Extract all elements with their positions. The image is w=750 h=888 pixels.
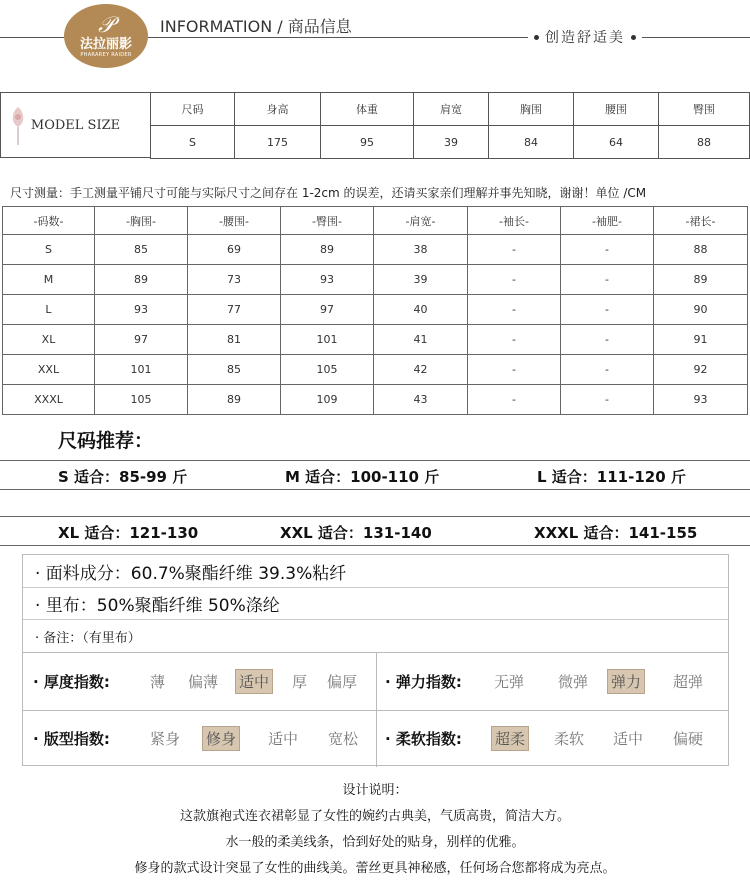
size-header-cell: -腰围- <box>188 207 281 235</box>
fabric-material: · 面料成分：60.7%聚酯纤维 39.3%粘纤 <box>23 555 728 588</box>
size-cell: 81 <box>188 325 281 355</box>
design-line: 这款旗袍式连衣裙彰显了女性的婉约古典美，气质高贵，简洁大方。 <box>179 809 570 824</box>
size-cell: M <box>3 265 95 295</box>
bullet-dot-icon <box>631 35 636 40</box>
thickness-option: 厚 <box>292 673 308 691</box>
model-size-text: MODEL SIZE <box>30 117 121 133</box>
size-cell: 73 <box>188 265 281 295</box>
size-cell: 97 <box>281 295 374 325</box>
thickness-option-selected: 适中 <box>235 669 273 694</box>
design-description <box>0 778 750 882</box>
size-cell: XXL <box>3 355 95 385</box>
design-title: 设计说明： <box>342 783 408 798</box>
fit-option: 适中 <box>268 730 299 748</box>
model-header-cell: 尺码 <box>151 93 235 126</box>
size-cell: 77 <box>188 295 281 325</box>
model-header-cell: 肩宽 <box>414 93 489 126</box>
softness-option-selected: 超柔 <box>491 726 529 751</box>
recommend-item: M 适合：100-110 斤 <box>285 468 440 486</box>
size-cell: 85 <box>188 355 281 385</box>
size-row <box>3 325 748 355</box>
thickness-option: 薄 <box>150 673 166 691</box>
model-header-cell: 体重 <box>321 93 414 126</box>
size-cell: 85 <box>95 235 188 265</box>
size-cell: XXXL <box>3 385 95 415</box>
section-title: INFORMATION / 商品信息 <box>160 17 352 36</box>
size-cell: 105 <box>95 385 188 415</box>
fit-option-selected: 修身 <box>202 726 240 751</box>
logo-brand-en: PHARAREY RAIDER <box>80 51 132 58</box>
recommend-row-2 <box>0 516 750 546</box>
recommend-item: XL 适合：121-130 <box>58 524 199 542</box>
size-header-cell: -臀围- <box>281 207 374 235</box>
model-value-cell: 95 <box>321 126 414 159</box>
thickness-option: 偏厚 <box>327 673 358 691</box>
size-cell: - <box>561 325 654 355</box>
size-header-cell: -码数- <box>3 207 95 235</box>
softness-option: 适中 <box>613 730 644 748</box>
design-line: 水一般的柔美线条，恰到好处的贴身，别样的优雅。 <box>225 835 525 850</box>
size-cell: - <box>468 385 561 415</box>
thickness-index-label: · 厚度指数: <box>33 673 110 691</box>
size-cell: - <box>468 265 561 295</box>
model-size-label <box>0 92 150 158</box>
size-header-cell: -胸围- <box>95 207 188 235</box>
size-cell: - <box>468 355 561 385</box>
size-header-cell: -袖肥- <box>561 207 654 235</box>
size-cell: - <box>468 295 561 325</box>
size-cell: 101 <box>281 325 374 355</box>
size-cell: 88 <box>654 235 748 265</box>
size-cell: 109 <box>281 385 374 415</box>
header-rule-left <box>0 37 70 38</box>
recommend-item: S 适合：85-99 斤 <box>58 468 188 486</box>
size-cell: 69 <box>188 235 281 265</box>
size-cell: - <box>468 235 561 265</box>
size-header-cell: -袖长- <box>468 207 561 235</box>
recommend-row-1 <box>0 460 750 490</box>
header-rule-right <box>148 37 528 38</box>
model-value-cell: 175 <box>235 126 321 159</box>
recommend-item: L 适合：111-120 斤 <box>537 468 686 486</box>
fit-index-label: · 版型指数: <box>33 730 110 748</box>
fabric-lining: · 里布：50%聚酯纤维 50%涤纶 <box>23 588 728 620</box>
thickness-option: 偏薄 <box>188 673 219 691</box>
size-cell: 40 <box>374 295 468 325</box>
model-header-cell: 臀围 <box>659 93 750 126</box>
model-size-table <box>150 92 750 159</box>
size-cell: 91 <box>654 325 748 355</box>
fit-index <box>33 710 373 767</box>
size-cell: 92 <box>654 355 748 385</box>
size-cell: 42 <box>374 355 468 385</box>
size-cell: 89 <box>95 265 188 295</box>
size-cell: 43 <box>374 385 468 415</box>
logo-brand-cn: 法拉丽影 <box>79 36 132 52</box>
softness-option: 偏硬 <box>673 730 704 748</box>
flower-icon <box>7 103 29 147</box>
size-cell: - <box>561 355 654 385</box>
model-header-cell: 胸围 <box>489 93 574 126</box>
size-row <box>3 265 748 295</box>
size-row <box>3 385 748 415</box>
bullet-dot-icon <box>534 35 539 40</box>
model-header-row <box>151 93 750 126</box>
size-cell: - <box>468 325 561 355</box>
size-cell: - <box>561 265 654 295</box>
size-cell: 93 <box>95 295 188 325</box>
softness-option: 柔软 <box>554 730 585 748</box>
model-header-cell: 腰围 <box>574 93 659 126</box>
slogan-rule <box>642 37 750 38</box>
logo-monogram: 𝒫 <box>98 12 114 38</box>
thickness-index <box>33 653 373 710</box>
size-cell: - <box>561 235 654 265</box>
fabric-remark: · 备注：（有里布） <box>35 630 141 646</box>
size-cell: S <box>3 235 95 265</box>
softness-index-label: · 柔软指数: <box>385 730 462 748</box>
size-cell: 41 <box>374 325 468 355</box>
size-chart-table <box>2 206 748 415</box>
size-cell: XL <box>3 325 95 355</box>
model-value-cell: 39 <box>414 126 489 159</box>
size-cell: 38 <box>374 235 468 265</box>
size-cell: 89 <box>281 235 374 265</box>
size-cell: 90 <box>654 295 748 325</box>
size-cell: L <box>3 295 95 325</box>
fit-option: 紧身 <box>150 730 181 748</box>
size-header-row <box>3 207 748 235</box>
size-cell: - <box>561 385 654 415</box>
fabric-info-panel <box>22 554 729 766</box>
elasticity-option-selected: 弹力 <box>607 669 645 694</box>
model-value-cell: 88 <box>659 126 750 159</box>
slogan <box>528 26 750 48</box>
size-cell: 89 <box>654 265 748 295</box>
size-row <box>3 355 748 385</box>
elasticity-index <box>385 653 725 710</box>
size-cell: 105 <box>281 355 374 385</box>
size-cell: 93 <box>281 265 374 295</box>
size-cell: 89 <box>188 385 281 415</box>
model-value-cell: 84 <box>489 126 574 159</box>
size-header-cell: -肩宽- <box>374 207 468 235</box>
size-cell: 93 <box>654 385 748 415</box>
recommend-item: XXL 适合：131-140 <box>280 524 432 542</box>
brand-logo <box>64 4 148 68</box>
softness-index <box>385 710 725 767</box>
fit-option: 宽松 <box>328 730 359 748</box>
size-cell: 39 <box>374 265 468 295</box>
size-cell: 101 <box>95 355 188 385</box>
elasticity-option: 无弹 <box>494 673 525 691</box>
model-value-cell: S <box>151 126 235 159</box>
elasticity-option: 微弹 <box>558 673 589 691</box>
size-header-cell: -裙长- <box>654 207 748 235</box>
measurement-note: 尺寸测量：手工测量平铺尺寸可能与实际尺寸之间存在 1-2cm 的误差，还请买家亲们理解并事先知晓，谢谢！单位 /CM <box>10 186 647 200</box>
elasticity-option: 超弹 <box>673 673 704 691</box>
size-row <box>3 295 748 325</box>
size-recommend-title: 尺码推荐： <box>58 430 154 452</box>
model-value-cell: 64 <box>574 126 659 159</box>
model-header-cell: 身高 <box>235 93 321 126</box>
size-row <box>3 235 748 265</box>
model-value-row <box>151 126 750 159</box>
size-cell: 97 <box>95 325 188 355</box>
slogan-text: 创造舒适美 <box>545 30 625 46</box>
fabric-index-grid <box>23 652 728 766</box>
design-line: 修身的款式设计突显了女性的曲线美。蕾丝更具神秘感，任何场合您都将成为亮点。 <box>134 861 616 876</box>
recommend-item: XXXL 适合：141-155 <box>534 524 698 542</box>
elasticity-index-label: · 弹力指数: <box>385 673 462 691</box>
size-cell: - <box>561 295 654 325</box>
